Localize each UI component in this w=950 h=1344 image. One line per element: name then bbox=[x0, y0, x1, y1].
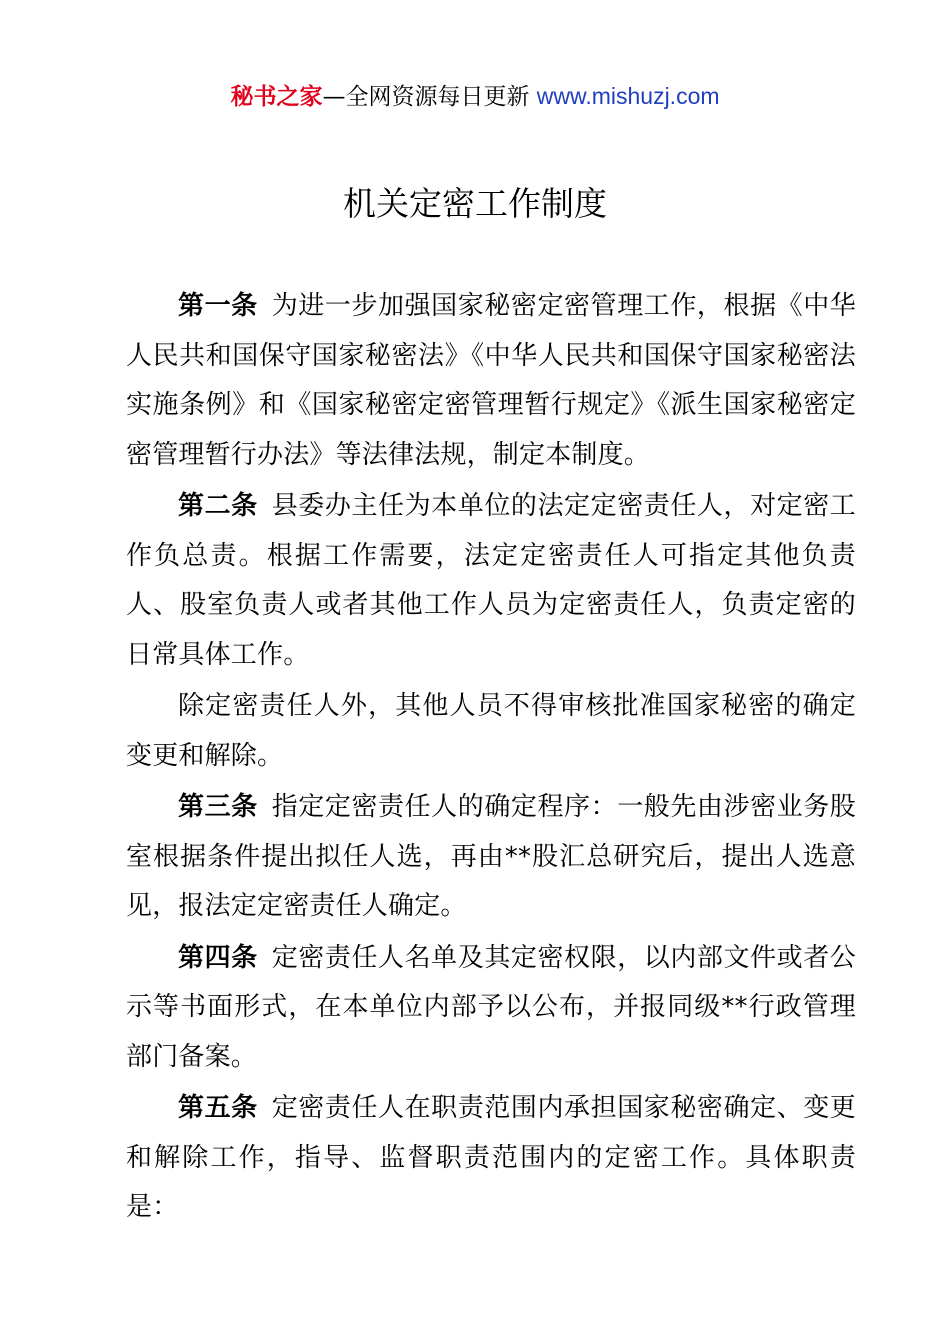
brand-name: 秘书之家 bbox=[230, 84, 323, 110]
article-text: 定密责任人在职责范围内承担国家秘密确定、变更和解除工作，指导、监督职责范围内的定密工作。具体职责是： bbox=[126, 1093, 856, 1222]
site-header bbox=[0, 80, 950, 113]
document-body bbox=[126, 282, 856, 1235]
article-4-paragraph bbox=[126, 934, 856, 1083]
article-number: 第二条 bbox=[178, 491, 258, 521]
site-url-link[interactable]: www.mishuzj.com bbox=[536, 83, 720, 109]
article-text: 指定定密责任人的确定程序：一般先由涉密业务股室根据条件提出拟任人选，再由**股汇总研究后，提出人选意见，报法定定密责任人确定。 bbox=[126, 792, 856, 921]
article-3-paragraph bbox=[126, 783, 856, 932]
document-title: 机关定密工作制度 bbox=[343, 184, 607, 223]
article-number: 第一条 bbox=[178, 291, 258, 321]
article-number: 第五条 bbox=[178, 1093, 258, 1123]
article-5-paragraph bbox=[126, 1084, 856, 1233]
header-tagline: —全网资源每日更新 bbox=[322, 84, 530, 110]
article-2-paragraph bbox=[126, 482, 856, 680]
article-2-continuation-paragraph bbox=[126, 682, 856, 781]
article-text: 定密责任人名单及其定密权限，以内部文件或者公示等书面形式，在本单位内部予以公布，并报同级**行政管理部门备案。 bbox=[126, 942, 856, 1072]
article-text: 县委办主任为本单位的法定定密责任人，对定密工作负总责。根据工作需要，法定定密责任人可指定其他负责人、股室负责人或者其他工作人员为定密责任人，负责定密的日常具体工作。 bbox=[126, 491, 856, 670]
article-text: 为进一步加强国家秘密定密管理工作，根据《中华人民共和国保守国家秘密法》《中华人民共和国保守国家秘密法实施条例》和《国家秘密定密管理暂行规定》《派生国家秘密定密管理暂行办法》等法律法规，制定本制度。 bbox=[126, 291, 856, 470]
article-number: 第三条 bbox=[178, 792, 258, 822]
article-1-paragraph bbox=[126, 282, 856, 480]
article-number: 第四条 bbox=[178, 942, 258, 973]
article-text: 除定密责任人外，其他人员不得审核批准国家秘密的确定变更和解除。 bbox=[126, 691, 856, 771]
